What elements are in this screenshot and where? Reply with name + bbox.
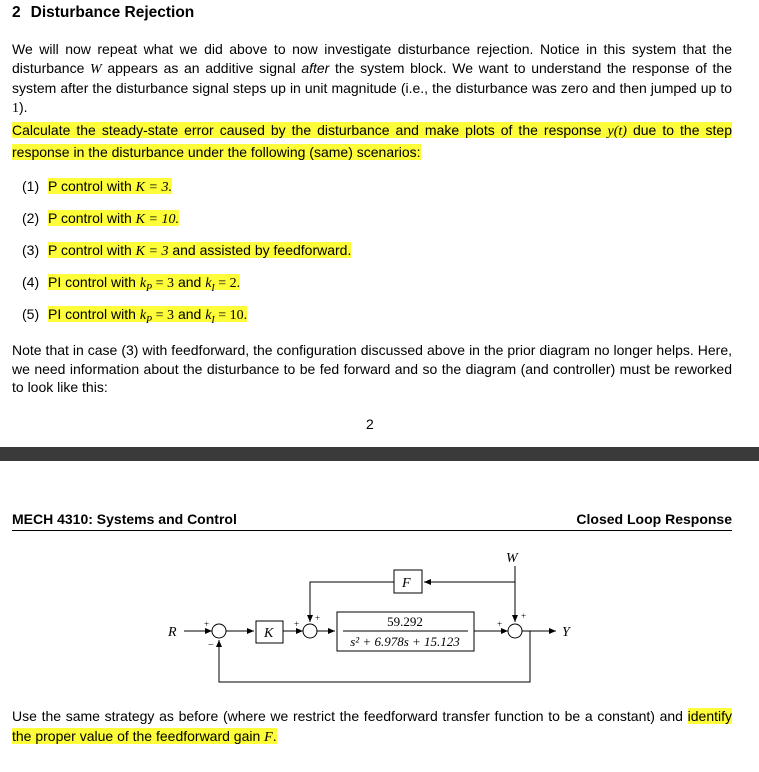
- scenario-text: PI control with: [48, 306, 140, 322]
- section-title: [12, 4, 194, 22]
- sign-sum1-plus: +: [204, 619, 210, 629]
- scenario-label: (1): [22, 178, 40, 194]
- intro-var-w: W: [90, 61, 102, 77]
- feedforward-out-line: [310, 582, 394, 622]
- task-paragraph: [12, 120, 732, 162]
- closing-period: .: [272, 728, 277, 744]
- scenario-item-5: [22, 305, 247, 330]
- task-math-y: y(t): [607, 124, 627, 139]
- scenario-text-post: and assisted by feedforward.: [168, 242, 352, 258]
- page-separator: [0, 447, 759, 461]
- scenario-math: K = 3.: [135, 180, 172, 195]
- task-text-2: due to the step response in the disturbance under the following (same) scenarios:: [12, 122, 732, 160]
- task-text-1: Calculate the steady-state error caused by the disturbance and make plots of the response: [12, 122, 608, 138]
- sign-sum3-plus-top: +: [521, 611, 527, 621]
- section-heading: Disturbance Rejection: [30, 4, 195, 21]
- intro-text-4: ).: [19, 98, 28, 115]
- scenario-label: (2): [22, 210, 40, 226]
- intro-paragraph: [12, 40, 732, 118]
- header-chapter: Closed Loop Response: [576, 511, 732, 527]
- scenario-text: P control with: [48, 210, 136, 226]
- closing-paragraph: [12, 706, 732, 748]
- scenario-sub-p: P: [146, 282, 153, 294]
- scenario-item-3: [22, 241, 351, 261]
- header-course: MECH 4310: Systems and Control: [12, 511, 237, 527]
- scenario-text-and: and: [174, 306, 206, 322]
- scenario-text: PI control with: [48, 274, 140, 290]
- plant-numerator: 59.292: [387, 614, 423, 629]
- label-k: K: [264, 626, 274, 641]
- scenario-math-val: = 3: [152, 276, 175, 291]
- scenario-math-val: = 2.: [214, 276, 241, 291]
- scenario-item-2: [22, 209, 179, 229]
- intro-text-3: the system block. We want to understand the response of the system after the disturbance signal steps up in unit magnitude (i.e., the disturbance was zero and then jumped up to: [12, 59, 732, 96]
- summing-junction-2: [303, 624, 317, 638]
- page-number: 2: [366, 416, 374, 432]
- scenario-label: (3): [22, 242, 40, 258]
- closing-var-f: F: [264, 730, 273, 745]
- sign-sum1-minus: −: [208, 640, 214, 651]
- plant-denominator: s² + 6.978s + 15.123: [350, 634, 460, 649]
- scenario-text: P control with: [48, 242, 136, 258]
- intro-text-2: appears as an additive signal: [101, 59, 302, 76]
- label-f: F: [402, 576, 411, 591]
- intro-after-emph: after: [301, 59, 330, 76]
- note-paragraph: Note that in case (3) with feedforward, the configuration discussed above in the prior diagram no longer helps. Here, we need information about the disturbance to be fed forward and so the diagram (and controller) must be reworked to look like this:: [12, 342, 732, 395]
- scenario-math-k: k: [139, 276, 147, 291]
- task-highlight: [12, 122, 732, 160]
- scenario-sub-i: I: [211, 314, 215, 326]
- block-diagram: [0, 540, 759, 690]
- section-number: 2: [12, 4, 21, 21]
- scenario-label: (5): [22, 306, 40, 322]
- scenario-sub-i: I: [211, 282, 215, 294]
- sign-sum2-plus-top: +: [315, 613, 321, 623]
- scenario-math-val: = 3: [152, 308, 175, 323]
- scenario-sub-p: P: [146, 314, 153, 326]
- scenario-text: P control with: [48, 178, 136, 194]
- intro-one: 1: [12, 100, 19, 116]
- label-w: W: [506, 551, 518, 566]
- scenario-math-k: k: [139, 308, 147, 323]
- scenario-item-4: [22, 273, 240, 298]
- closing-text: Use the same strategy as before (where we restrict the feedforward transfer function to be a constant) and: [12, 708, 688, 724]
- label-y: Y: [562, 625, 570, 640]
- scenario-item-1: [22, 177, 172, 197]
- scenario-math-val: = 10.: [214, 308, 248, 323]
- scenario-math-k: k: [205, 276, 212, 291]
- summing-junction-3: [508, 624, 522, 638]
- sign-sum2-plus-left: +: [294, 619, 300, 629]
- header-rule: [12, 530, 732, 531]
- label-r: R: [168, 625, 177, 640]
- scenario-math: K = 3: [135, 244, 169, 259]
- sign-sum3-plus-left: +: [497, 619, 503, 629]
- intro-text-1: We will now repeat what we did above to now investigate disturbance rejection. Notice in this system that the disturbance: [12, 41, 732, 76]
- scenario-text-and: and: [174, 274, 206, 290]
- summing-junction-1: [212, 624, 226, 638]
- closing-highlight-text: identify the proper value of the feedforward gain: [12, 708, 732, 744]
- scenario-math-k: k: [205, 308, 212, 323]
- scenario-math: K = 10.: [135, 212, 179, 227]
- scenario-label: (4): [22, 274, 40, 290]
